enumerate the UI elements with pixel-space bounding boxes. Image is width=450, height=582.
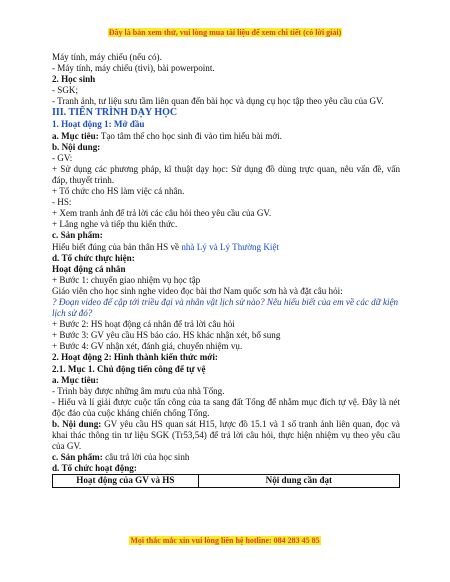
- text-line: + Lắng nghe và tiếp thu kiến thức.: [52, 219, 178, 230]
- label: b. Nội dung:: [52, 419, 102, 429]
- text-line: + Xem tranh ảnh để trả lời các câu hỏi theo yêu cầu của GV.: [52, 208, 272, 219]
- table-header-row: [53, 475, 400, 487]
- label-line: a. Mục tiêu:: [52, 374, 99, 385]
- subsection-heading: 2.1. Mục 1. Chủ động tiến công để tự vệ: [52, 363, 206, 374]
- text: Hiểu biết đúng của bản thân HS về: [52, 241, 182, 252]
- text-line: + Bước 3: GV yêu cầu HS báo cáo. HS khác nhận xét, bổ sung: [52, 330, 281, 341]
- hotline-text: Mọi thắc mắc xin vui lòng liên hệ hotline: 084 283 45 85: [130, 536, 320, 545]
- text: Tạo tâm thế cho học sinh đi vào tìm hiểu bài mới.: [98, 130, 282, 141]
- text-line: + Bước 1: chuyển giao nhiệm vụ học tập: [52, 274, 201, 285]
- text: câu trả lời của học sinh: [102, 452, 190, 463]
- section-heading: 2. Học sinh: [52, 74, 96, 85]
- label-line: c. Sản phẩm:: [52, 230, 103, 241]
- label-line: d. Tổ chức thực hiện:: [52, 252, 135, 263]
- label-line: b. Nội dung:: [52, 141, 101, 152]
- preview-banner-text: Đây là bản xem thử, vui lòng mua tài liệu để xem chi tiết (có lời giải): [108, 28, 342, 37]
- text-line: [52, 419, 400, 452]
- text-line: - Tranh ảnh, tư liệu sưu tầm liên quan đến bài học và dụng cụ học tập theo yêu cầu của GV.: [52, 96, 384, 107]
- text-line: + Tổ chức cho HS làm việc cá nhân.: [52, 186, 185, 197]
- text-line: Giáo viên cho học sinh nghe video đọc bài thơ Nam quốc sơn hà và đặt câu hỏi:: [52, 285, 343, 296]
- text-line: + Bước 4: GV nhận xét, đánh giá, chuyển nhiệm vụ.: [52, 341, 243, 352]
- section-title: III. TIẾN TRÌNH DẠY HỌC: [52, 107, 178, 119]
- activity-heading: 2. Hoạt động 2: Hình thành kiến thức mới:: [52, 352, 218, 363]
- table-header-gv-hs: Hoạt động của GV và HS: [53, 475, 199, 487]
- text-line: - Hiểu và lí giải được cuộc tấn công của ta sang đất Tống để nhằm mục đích tự vệ. Đây là nét độc đáo của cuộc kháng chiến chống Tống.: [52, 396, 400, 418]
- text-line: [52, 242, 400, 253]
- highlight-text: nhà Lý và Lý Thường Kiệt: [181, 241, 280, 252]
- text-line: Máy tính, máy chiếu (nếu có).: [52, 52, 162, 62]
- text-line: - Trình bày được những âm mưu của nhà Tống.: [52, 385, 225, 396]
- text-line: - Máy tính, máy chiếu (tivi), bài powerpoint.: [52, 63, 215, 74]
- question-line: ? Đoạn video để cập tới triều đại và nhân vật lịch sử nào? Nêu hiểu biết của em về các dữ kiện lịch sử đó?: [52, 296, 399, 319]
- label: a. Mục tiêu:: [52, 130, 99, 141]
- text-line: + Bước 2: HS hoạt động cá nhân để trả lời câu hỏi: [52, 319, 235, 330]
- activity-table: [52, 474, 400, 487]
- text-line: - HS:: [52, 197, 72, 208]
- text-line: [52, 452, 400, 463]
- text-line: - GV:: [52, 152, 73, 163]
- label-line: d. Tổ chức hoạt động:: [52, 463, 137, 474]
- text: GV yêu cầu HS quan sát H15, lược đồ 15.1 và 1 số tranh ảnh liên quan, đọc và khai thác thông tin tư liệu SGK (Tr53,54) để trả lời câu hỏi, thực hiện nhiệm vụ theo yêu cầu của GV.: [52, 419, 400, 452]
- preview-banner: [0, 28, 450, 37]
- activity-heading: 1. Hoạt động 1: Mở đầu: [52, 119, 145, 130]
- table-header-content: Nội dung cần đạt: [198, 475, 399, 487]
- label-line: Hoạt động cá nhân: [52, 263, 126, 274]
- text-line: - SGK;: [52, 85, 79, 96]
- label: c. Sản phẩm:: [52, 452, 103, 463]
- hotline-footer: [0, 536, 450, 545]
- text-line: + Sử dụng các phương pháp, kĩ thuật dạy học: Sử dụng đồ dùng trực quan, nêu vấn đề, vấn đáp, thuyết trình.: [52, 163, 400, 185]
- text-line: [52, 131, 400, 142]
- document-body: [52, 52, 400, 488]
